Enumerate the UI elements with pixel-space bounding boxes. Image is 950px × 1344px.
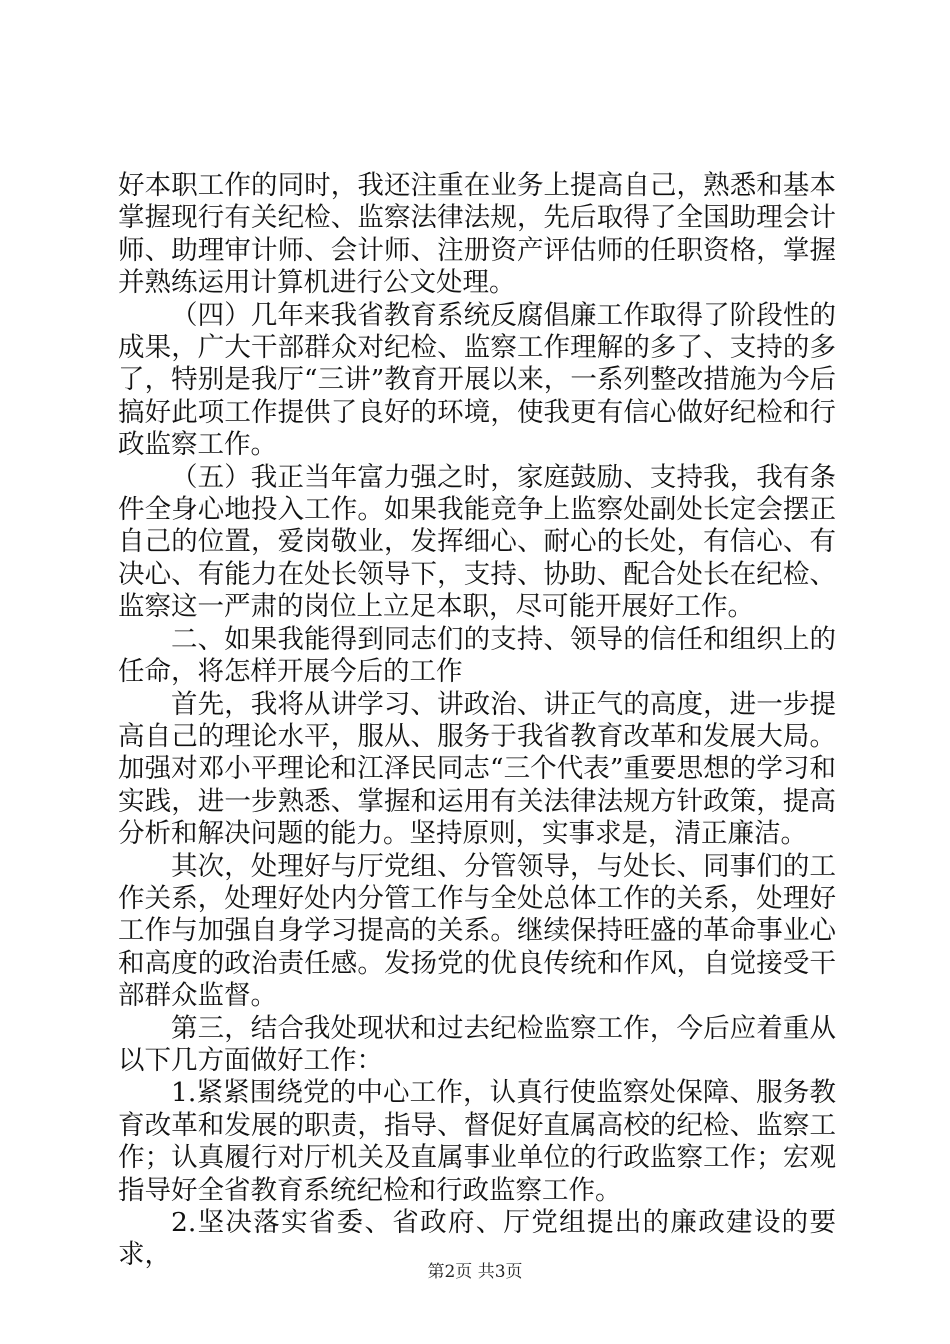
paragraph-3: （五）我正当年富力强之时，家庭鼓励、支持我，我有条件全身心地投入工作。如果我能竞争上监察处副处长定会摆正自己的位置，爱岗敬业，发挥细心、耐心的长处，有信心、有决心、有能力在处长领导下，支持、协助、配合处长在纪检、监察这一严肃的岗位上立足本职，尽可能开展好工作。 [118, 461, 836, 623]
paragraph-6: 其次，处理好与厅党组、分管领导，与处长、同事们的工作关系，处理好处内分管工作与全处总体工作的关系，处理好工作与加强自身学习提高的关系。继续保持旺盛的革命事业心和高度的政治责任感。发扬党的优良传统和作风，自觉接受干部群众监督。 [118, 850, 836, 1012]
paragraph-7: 第三，结合我处现状和过去纪检监察工作，今后应着重从以下几方面做好工作： [118, 1012, 836, 1076]
paragraph-2: （四）几年来我省教育系统反腐倡廉工作取得了阶段性的成果，广大干部群众对纪检、监察工作理解的多了、支持的多了，特别是我厅“三讲”教育开展以来，一系列整改措施为今后搞好此项工作提供了良好的环境，使我更有信心做好纪检和行政监察工作。 [118, 299, 836, 461]
document-body [118, 170, 836, 1272]
paragraph-4: 二、如果我能得到同志们的支持、领导的信任和组织上的任命，将怎样开展今后的工作 [118, 623, 836, 688]
paragraph-8: 1.紧紧围绕党的中心工作，认真行使监察处保障、服务教育改革和发展的职责，指导、督促好直属高校的纪检、监察工作；认真履行对厅机关及直属事业单位的行政监察工作；宏观指导好全省教育系统纪检和行政监察工作。 [118, 1077, 836, 1206]
page-number-label: 第2页 共3页 [427, 1262, 523, 1282]
paragraph-5: 首先，我将从讲学习、讲政治、讲正气的高度，进一步提高自己的理论水平，服从、服务于我省教育改革和发展大局。加强对邓小平理论和江泽民同志“三个代表”重要思想的学习和实践，进一步熟悉、掌握和运用有关法律法规方针政策，提高分析和解决问题的能力。坚持原则，实事求是，清正廉洁。 [118, 688, 836, 850]
page-footer [0, 1262, 950, 1282]
paragraph-1: 好本职工作的同时，我还注重在业务上提高自己，熟悉和基本掌握现行有关纪检、监察法律法规，先后取得了全国助理会计师、助理审计师、会计师、注册资产评估师的任职资格，掌握并熟练运用计算机进行公文处理。 [118, 170, 836, 299]
paragraph-9: 2.坚决落实省委、省政府、厅党组提出的廉政建设的要求， [118, 1207, 836, 1271]
